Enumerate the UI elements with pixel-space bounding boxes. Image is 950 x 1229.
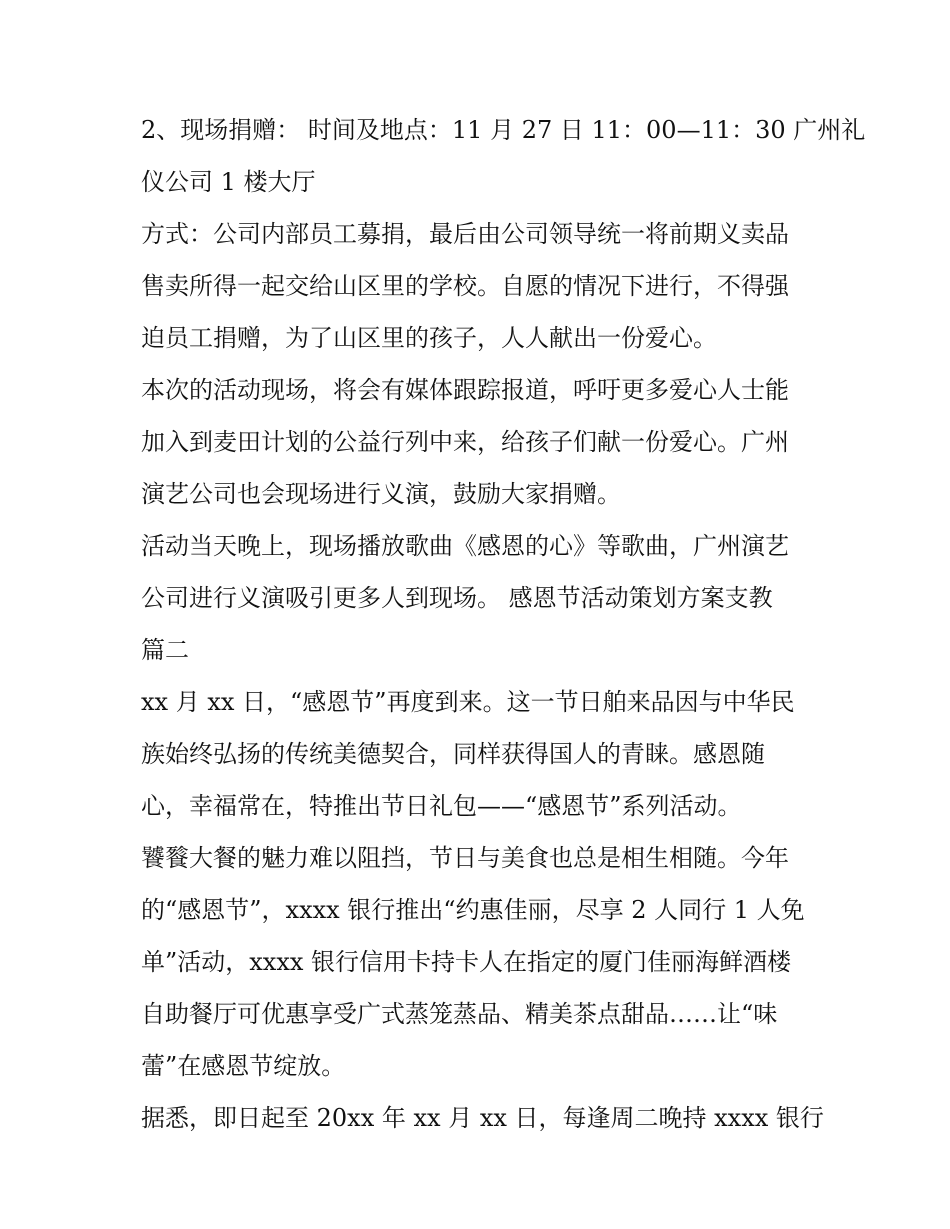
text-line: 售卖所得一起交给山区里的学校。自愿的情况下进行，不得强 <box>141 272 789 300</box>
text-line: 演艺公司也会现场进行义演，鼓励大家捐赠。 <box>141 480 621 508</box>
text-line: 迫员工捐赠，为了山区里的孩子，人人献出一份爱心。 <box>141 324 717 352</box>
text-line: 的“感恩节”，xxxx 银行推出“约惠佳丽，尽享 2 人同行 1 人免 <box>141 896 805 924</box>
text-line: 据悉，即日起至 20xx 年 xx 月 xx 日，每逢周二晚持 xxxx 银行 <box>141 1104 824 1132</box>
text-line: 自助餐厅可优惠享受广式蒸笼蒸品、精美茶点甜品……让“味 <box>141 1000 778 1028</box>
text-line: xx 月 xx 日，“感恩节”再度到来。这一节日舶来品因与中华民 <box>141 688 795 716</box>
text-line: 2、现场捐赠： 时间及地点：11 月 27 日 11：00—11：30 广州礼 <box>141 116 866 144</box>
section-heading: 篇二 <box>141 636 189 664</box>
text-line: 蕾”在感恩节绽放。 <box>141 1052 346 1080</box>
text-line: 仪公司 1 楼大厅 <box>141 168 316 196</box>
text-line: 加入到麦田计划的公益行列中来，给孩子们献一份爱心。广州 <box>141 428 789 456</box>
text-line: 心，幸福常在，特推出节日礼包——“感恩节”系列活动。 <box>141 792 742 820</box>
text-line: 活动当天晚上，现场播放歌曲《感恩的心》等歌曲，广州演艺 <box>141 532 789 560</box>
text-line: 饕餮大餐的魅力难以阻挡，节日与美食也总是相生相随。今年 <box>141 844 789 872</box>
text-line: 本次的活动现场，将会有媒体跟踪报道，呼吁更多爱心人士能 <box>141 376 789 404</box>
text-line: 单”活动，xxxx 银行信用卡持卡人在指定的厦门佳丽海鲜酒楼 <box>141 948 792 976</box>
text-line: 公司进行义演吸引更多人到现场。 感恩节活动策划方案支教 <box>141 584 773 612</box>
text-line: 方式：公司内部员工募捐，最后由公司领导统一将前期义卖品 <box>141 220 789 248</box>
document-body <box>141 104 866 1144</box>
text-line: 族始终弘扬的传统美德契合，同样获得国人的青睐。感恩随 <box>141 740 765 768</box>
